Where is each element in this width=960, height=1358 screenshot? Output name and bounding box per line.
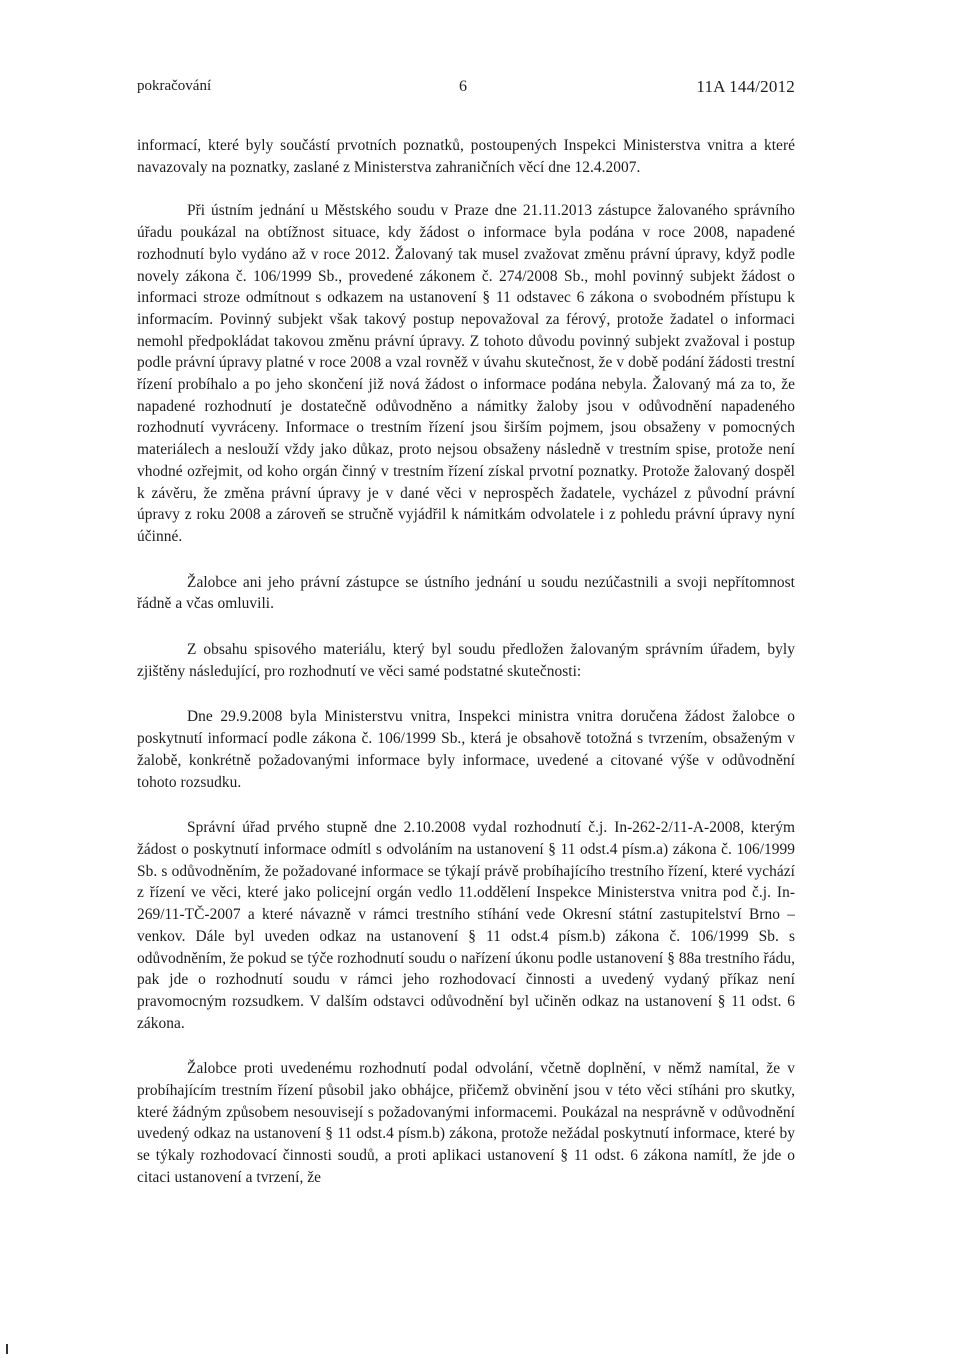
paragraph-3: Žalobce ani jeho právní zástupce se ústního jednání u soudu nezúčastnili a svoji nepřítomnost řádně a včas omluvili. — [137, 573, 795, 613]
paragraph-2: Při ústním jednání u Městského soudu v Praze dne 21.11.2013 zástupce žalovaného správního úřadu poukázal na obtížnost situace, kdy žádost o informace byla podána v roce 2008, napadené rozhodnutí bylo vydáno až v roce 2012. Žalovaný tak musel zvažovat změnu právní úpravy, když podle novely zákona č. 106/1999 Sb., provedené zákonem č. 274/2008 Sb., mohl povinný subjekt žádost o informaci stroze odmítnout s odkazem na ustanovení § 11 odstavec 6 zákona o svobodném přístupu k informacím. Povinný subjekt však takový postup nepovažoval za férový, protože žadatel o informaci nemohl předpokládat takovou změnu právní úpravy. Z tohoto důvodu povinný subjekt zvažoval i postup podle právní úpravy platné v roce 2008 a vzal rovněž v úvahu skutečnost, že v době podání žádosti trestní řízení probíhalo a po jeho skončení již nová žádost o informace podána nebyla. Žalovaný má za to, že napadené rozhodnutí je dostatečně odůvodněno a námitky žaloby jsou v odůvodnění napadeného rozhodnutí vyvráceny. Informace o trestním řízení jsou širším pojmem, jsou obsaženy v pomocných materiálech a neslouží vždy jako důkaz, proto nejsou obsaženy následně v trestním spise, protože není vhodné ozřejmit, od koho orgán činný v trestním řízení získal prvotní poznatky. Protože žalovaný dospěl k závěru, že změna právní úpravy je v dané věci v neprospěch žadatele, vycházel z původní právní úpravy z roku 2008 a zároveň se stručně vyjádřil k námitkám odvolatele i z pohledu právní úpravy nyní účinné. — [137, 202, 795, 545]
case-number: 11A 144/2012 — [696, 77, 795, 96]
paragraph-6: Správní úřad prvého stupně dne 2.10.2008 vydal rozhodnutí č.j. In-262-2/11-A-2008, kterým žádost o poskytnutí informace odmítl s odvoláním na ustanovení § 11 odst.4 písm.a) zákona č. 106/1999 Sb. s odůvodněním, že požadované informace se týkají právě probíhajícího trestního řízení, které vychází z řízení ve věci, které jako policejní orgán vedlo 11.oddělení Inspekce Ministerstva vnitra pod č.j. In-269/11-TČ-2007 a které návazně v rámci trestního stíhání vede Okresní státní zastupitelství Brno – venkov. Dále byl uveden odkaz na ustanovení § 11 odst.4 písm.b) zákona č. 106/1999 Sb. s odůvodněním, že pokud se týče rozhodnutí soudu o nařízení úkonu podle ustanovení § 88a trestního řádu, pak jde o rozhodnutí soudu v rámci jeho rozhodovací činnosti a uvedený vydaný příkaz není pravomocným rozsudkem. V dalším odstavci odůvodnění byl učiněn odkaz na ustanovení § 11 odst. 6 zákona. — [137, 819, 795, 1032]
paragraph-5: Dne 29.9.2008 byla Ministerstvu vnitra, Inspekci ministra vnitra doručena žádost žalobce o poskytnutí informací podle zákona č. 106/1999 Sb., která je obsahově totožná s tvrzením, obsaženým v žalobě, konkrétně požadovanými informace byly informace, uvedené a citované výše v odůvodnění tohoto rozsudku. — [137, 708, 795, 791]
paragraph-1: informací, které byly součástí prvotních poznatků, postoupených Inspekci Ministerstva vnitra a které navazovaly na poznatky, zaslané z Ministerstva zahraničních věcí dne 12.4.2007. — [137, 137, 795, 176]
paragraph-7: Žalobce proti uvedenému rozhodnutí podal odvolání, včetně doplnění, v němž namítal, že v probíhajícím trestním řízení působil jako obhájce, přičemž obvinění jsou v této věci stíháni pro skutky, které žádným způsobem nesouvisejí s požadovanými informacemi. Poukázal na nesprávně v odůvodnění uvedený odkaz na ustanovení § 11 odst.4 písm.b) zákona, protože nežádal poskytnutí informace, které by se týkaly rozhodovací činnosti soudů, a proti aplikaci ustanovení § 11 odst. 6 zákona namítl, že jde o citaci ustanovení a tvrzení, že — [137, 1060, 795, 1186]
continuation-label: pokračování — [137, 78, 212, 94]
paragraph-4: Z obsahu spisového materiálu, který byl soudu předložen žalovaným správním úřadem, byly zjištěny následující, pro rozhodnutí ve věci samé podstatné skutečnosti: — [137, 641, 795, 680]
page-number: 6 — [459, 78, 467, 95]
document-body — [137, 135, 795, 1189]
scan-margin-mark — [6, 1344, 8, 1354]
page-header — [137, 78, 795, 102]
